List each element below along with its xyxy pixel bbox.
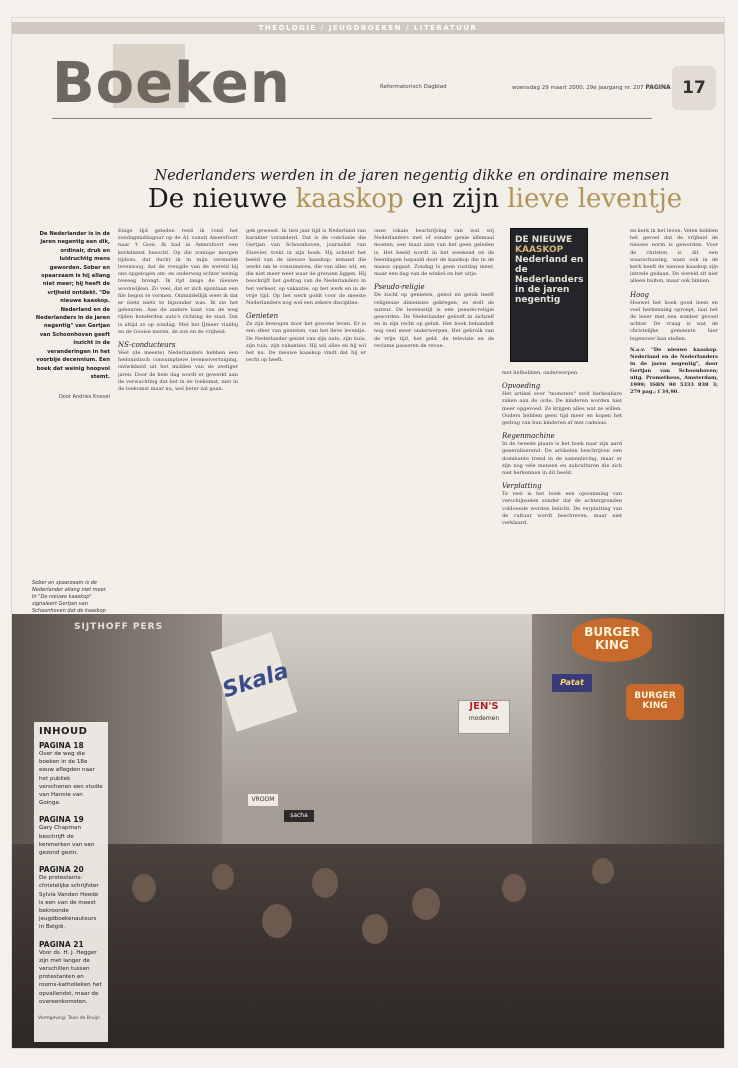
column-4-text: met liefhebben, onderwerpen. — [502, 370, 579, 376]
column-4-text-a: Het artikel over "monsters" stelt herkenbare zaken aan de orde. De kinderen worden niet meer opgevoed. Ze krijgen alles wat ze willen. Ouders hebben geen tijd meer en kopen het gedrag van hun kinderen af met cadeaus. — [502, 391, 622, 427]
article-headline — [120, 184, 710, 214]
sign-sijthoff: SIJTHOFF PERS — [74, 622, 164, 632]
book-cover-line-3: Nederland en de Nederlanders in de jaren negentig — [515, 255, 584, 305]
subheading-verplatting: Verplatting — [502, 482, 542, 491]
photo-person — [362, 914, 388, 944]
contents-item-page: PAGINA 19 — [39, 815, 84, 825]
contents-item — [39, 815, 103, 857]
article-column-3 — [374, 228, 494, 598]
article-byline: Door Andries Knevel — [58, 394, 110, 400]
column-1-text-b: Veel (de meeste) Nederlanders hebben een hedonistisch consumptieve levensovertuiging, ontwikkeld uit het midden van de zestiger jaren. Door de hele dag wordt er gewerkt aan de verwachting dat het in de toekomst, niet in de toekomst maar nu, wel beter zal gaan. — [118, 350, 238, 393]
photo-person — [592, 858, 614, 884]
section-logo: Boeken — [52, 51, 291, 116]
column-2-text: gek geweest. In tien jaar tijd is Nederland van karakter veranderd. Dat is de conclusie die Gertjan van Schoonhoven, journalist van Elsevier, trekt in zijn boek. Hij schetst het beeld van de nieuwe kaaskop: iemand die werkt om te consumeren, die van alles wil, en die niet meer weet waar de grenzen liggen. Hij beschrijft het gedrag van de Nederlanders in het verkeer, op vakantie, op het werk en in de vrije tijd. Op het werk geldt voor de meeste Nederlanders nog wel een zekere discipline. — [246, 228, 366, 307]
article-column-2 — [246, 228, 366, 598]
contents-item-page: PAGINA 18 — [39, 741, 84, 750]
contents-item-text: Voor ds. H. J. Hegger zijn met langer de verschillen tussen protestanten en rooms-katholieken het opvallendst, maar de overeenkomsten. — [39, 949, 102, 1005]
subheading-opvoeding: Opvoeding — [502, 382, 541, 391]
contents-item-page: PAGINA 20 — [39, 865, 84, 875]
street-photo — [12, 614, 724, 1048]
photo-person — [502, 874, 526, 902]
article-kicker: Nederlanders werden in de jaren negentig dikke en ordinaire mensen — [154, 168, 670, 184]
article-column-1 — [118, 228, 238, 598]
date-text: woensdag 29 maart 2000, 29e jaargang nr. 207 — [512, 85, 644, 91]
contents-item — [39, 865, 103, 931]
book-cover-line-2: KAASKOP — [515, 245, 564, 255]
subheading-pseudo-religie: Pseudo-religie — [374, 283, 425, 292]
contents-item-text: Over de weg die boeken in de 18e eeuw aflegden naar het publiek verschenen een studie van Hannie van Goinga. — [39, 751, 103, 807]
paper-name: Reformatorisch Dagblad — [380, 84, 447, 90]
photo-person — [132, 874, 156, 902]
photo-crowd — [12, 844, 724, 1048]
masthead-rule — [52, 118, 652, 119]
column-4-text-b: In de tweede plaats is het boek naar zijn aard generaliserend. De artikelen beschrijven een dominante trend in de samenleving, maar er zijn nog vele mensen en subculturen die zich niet herkennen in dit beeld. — [502, 441, 622, 477]
contents-item — [39, 940, 103, 1006]
book-cover-image — [510, 228, 588, 362]
headline-part-1: De nieuwe — [147, 184, 296, 214]
design-credit: Vormgeving: Teun de Bruijn — [38, 1016, 100, 1021]
headline-part-4: lieve leventje — [507, 184, 683, 214]
column-2-text-b: Ze zijn bewogen door het gewone leven. Er is een sfeer van genieten, van het lieve leventje. De Nederlander geniet van zijn auto, zijn huis, zijn tuin, zijn vakanties. Hij wil alles en hij wil het nu. De nieuwe kaaskop vindt dat hij er recht op heeft. — [246, 321, 366, 364]
subheading-genieten: Genieten — [246, 312, 279, 321]
photo-person — [412, 888, 440, 920]
column-5-text: en kerk in het leven. Velen hebben het gevoel dat de vrijheid de nieuwe norm is geworden. Voor de christen is dit een waarschuwing, want ook in de kerk heeft de nieuwe kaaskop zijn intrede gedaan. De wereld zit niet alleen buiten, maar ook binnen. — [630, 228, 718, 285]
photo-caption-text: Sober en spaarzaam is de Nederlander allang niet meer. In "De nieuwe kaaskop" signaleert Gertjan van Schoonhoven dat de kaaskop — [32, 580, 107, 614]
sign-skala: Skala — [211, 632, 298, 732]
article-column-4 — [502, 370, 622, 598]
column-4-text-c: Te veel is het boek een opsomming van verschijnselen zonder dat de achtergronden voldoende worden belicht. De verplatting van de cultuur wordt beschreven, maar niet verklaard. — [502, 491, 622, 527]
sign-jens-sub: modemen — [468, 715, 500, 722]
contents-item — [39, 741, 103, 807]
contents-box — [34, 722, 108, 1042]
sign-burger-king-2: BURGER KING — [626, 684, 684, 720]
sign-patat: Patat — [552, 674, 592, 692]
book-cover-title — [515, 235, 585, 305]
column-1-text: Enige tijd geleden reed ik rond het zondagmiddaguur op de A1 vanuit Amersfoort naar 't Gooi. Ik had in Amersfoort een kerkdienst bezocht. Op die zonnige morgen tijdens, dat ducht ik in mijn versnelde levensoog, dat de vreugde van de wereld bij ons opgetogen om- en onderweg echter weinig teweeg brengt. Ik rijd langs de nieuwe woonwijken. Zo veel, dat er zich spontaan een file begon te vormen. Onmiddellijk weet ik dat er niets niets te bijzonder was. Ik zie het gebeuren. Aan de andere kant van de weg rijden honderden auto's richting de stad. Dat is altijd zo op zondag. Met het IJmeer vlakbij en de Gooise meren, de zon en de vrijheid. — [118, 228, 238, 335]
photo-person — [212, 864, 234, 890]
article-intro: De Nederlander is in de jaren negentig een dik, ordinair, druk en luidruchtig mens geworden. Sober en spaarzaam is hij allang niet meer; hij heeft de vrijheid ontdekt. "De nieuwe kaaskop. Nederland en de Nederlanders in de jaren negentig" van Gertjan van Schoonhoven geeft inzicht in de veranderingen in het voorbije decennium. Een boek dat weinig hoopvol stemt. — [35, 231, 110, 380]
headline-part-3: en zijn — [403, 184, 508, 214]
subheading-hoog: Hoog — [630, 290, 650, 299]
sign-sacha: sacha — [284, 810, 314, 822]
sign-vroom: VROOM — [248, 794, 278, 806]
column-3-text-b: De zucht op genieten, genot en geluk heeft religieuze dimensies gekregen, zo stelt de auteur. De levensstijl is een pseudo-religie geworden. De Nederlander gelooft in zichzelf en in zijn recht op geluk. Het boek behandelt nog veel meer onderwerpen. Het gebruik van de vrije tijd, het geld, de televisie en de reclame passeren de revue. — [374, 292, 494, 349]
book-cover-line-1: DE NIEUWE — [515, 235, 573, 245]
column-5-text-b: Hoewel het boek goed leest en veel herkenning oproept, laat het de lezer met een somber gevoel achter. De vraag is wat de christelijke gemeente hier tegenover kan stellen. — [630, 299, 718, 342]
newspaper-page — [12, 18, 724, 1048]
article-column-5 — [630, 228, 718, 598]
page-number: 17 — [672, 66, 716, 110]
page-label: PAGINA — [645, 84, 671, 91]
contents-item-page: PAGINA 21 — [39, 939, 84, 949]
sign-jens — [458, 700, 510, 734]
photo-person — [262, 904, 292, 938]
column-3-text: onze lokale beschrijving van wat wij Nederlanders met of zonder genie allemaal moeten, een maat zien van het geen geleden is. Het beeld wordt in het weekend en de feestdagen bepaald door de kaaskop die in de massa opgaat. Zondag is geen rustdag meer, maar een dag van de winkel en het uitje. — [374, 228, 494, 278]
headline-part-2: kaaskop — [295, 184, 404, 214]
contents-title: INHOUD — [39, 726, 88, 737]
contents-item-text: Gary Chapman beschrijft de kenmerken van een gezond gezin. — [39, 825, 95, 857]
contents-item-text: De protestants-christelijke schrijfster Sylvia Vanden Heede is een van de meest bekroonde jeugdboekenauteurs in België. — [39, 875, 99, 931]
subheading-regenmachine: Regenmachine — [502, 432, 555, 441]
sign-burger-king: BURGER KING — [572, 618, 652, 662]
sign-jens-title: JEN'S — [469, 701, 499, 712]
section-bar: THEOLOGIE / JEUGDBOEKEN / LITERATUUR — [12, 22, 724, 34]
book-credit: N.a.v. "De nieuwe kaaskop. Nederland en de Nederlanders in de jaren negentig", door Gertjan van Schoonhoven; uitg. Prometheus, Amsterdam, 1999; ISBN 90 5333 838 3; 279 pag.; f 34,90. — [630, 346, 718, 395]
date-line — [512, 84, 671, 91]
subheading-ns-conducteurs: NS-conducteurs — [118, 341, 176, 350]
photo-person — [312, 868, 338, 898]
